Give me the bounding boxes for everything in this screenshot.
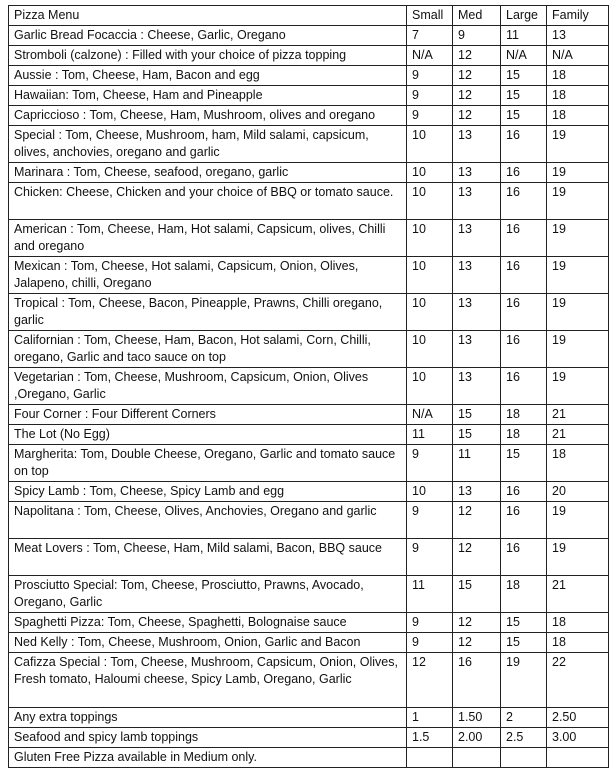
empty-cell [453, 748, 501, 768]
menu-item-row [9, 331, 609, 368]
price-small: 10 [407, 257, 453, 294]
item-name: American : Tom, Cheese, Ham, Hot salami, Capsicum, olives, Chilli and oregano [9, 220, 407, 257]
price-large: 16 [501, 368, 547, 405]
price-med: 13 [453, 163, 501, 183]
price-small: 9 [407, 613, 453, 633]
price-family: 21 [547, 425, 609, 445]
price-large: 15 [501, 613, 547, 633]
price-large: 16 [501, 294, 547, 331]
price-large: 15 [501, 633, 547, 653]
menu-item-row [9, 633, 609, 653]
price-med: 12 [453, 633, 501, 653]
header-family: Family [547, 6, 609, 26]
item-name: Mexican : Tom, Cheese, Hot salami, Capsicum, Onion, Olives, Jalapeno, chilli, Oregano [9, 257, 407, 294]
menu-item-row [9, 257, 609, 294]
menu-item-row [9, 26, 609, 46]
item-name: Chicken: Cheese, Chicken and your choice of BBQ or tomato sauce. [9, 183, 407, 220]
price-small: 7 [407, 26, 453, 46]
menu-item-row [9, 183, 609, 220]
price-small: 9 [407, 106, 453, 126]
price-large: 16 [501, 331, 547, 368]
menu-item-row [9, 502, 609, 539]
item-name: Tropical : Tom, Cheese, Bacon, Pineapple, Prawns, Chilli oregano, garlic [9, 294, 407, 331]
price-family: 19 [547, 220, 609, 257]
price-large: 2.5 [501, 728, 547, 748]
price-med: 12 [453, 66, 501, 86]
price-large: 15 [501, 86, 547, 106]
price-med: 13 [453, 257, 501, 294]
price-small: 10 [407, 294, 453, 331]
price-family: 19 [547, 294, 609, 331]
price-small: 1 [407, 708, 453, 728]
price-large: 16 [501, 539, 547, 576]
price-small: 9 [407, 539, 453, 576]
price-med: 12 [453, 46, 501, 66]
price-family: 18 [547, 613, 609, 633]
price-med: 15 [453, 405, 501, 425]
price-family: 22 [547, 653, 609, 708]
price-large: 16 [501, 163, 547, 183]
menu-item-row [9, 86, 609, 106]
empty-cell [407, 748, 453, 768]
price-family: 19 [547, 257, 609, 294]
price-small: 9 [407, 86, 453, 106]
price-med: 2.00 [453, 728, 501, 748]
menu-item-row [9, 708, 609, 728]
price-family: 19 [547, 163, 609, 183]
item-name: Garlic Bread Focaccia : Cheese, Garlic, Oregano [9, 26, 407, 46]
price-family: 3.00 [547, 728, 609, 748]
price-med: 11 [453, 445, 501, 482]
empty-cell [501, 748, 547, 768]
menu-item-row [9, 445, 609, 482]
item-name: Cafizza Special : Tom, Cheese, Mushroom, Capsicum, Onion, Olives, Fresh tomato, Haloumi cheese, Spicy Lamb, Oregano, Garlic [9, 653, 407, 708]
item-name: Special : Tom, Cheese, Mushroom, ham, Mild salami, capsicum, olives, anchovies, oregano and garlic [9, 126, 407, 163]
item-name: Seafood and spicy lamb toppings [9, 728, 407, 748]
item-name: The Lot (No Egg) [9, 425, 407, 445]
price-small: 10 [407, 183, 453, 220]
price-small: 10 [407, 163, 453, 183]
item-name: Any extra toppings [9, 708, 407, 728]
price-small: 10 [407, 482, 453, 502]
item-name: Aussie : Tom, Cheese, Ham, Bacon and egg [9, 66, 407, 86]
price-small: 10 [407, 126, 453, 163]
price-family: 20 [547, 482, 609, 502]
item-name: Capriccioso : Tom, Cheese, Ham, Mushroom, olives and oregano [9, 106, 407, 126]
price-small: 10 [407, 331, 453, 368]
price-family: N/A [547, 46, 609, 66]
price-med: 12 [453, 106, 501, 126]
gluten-free-note: Gluten Free Pizza available in Medium only. [9, 748, 407, 768]
price-family: 18 [547, 86, 609, 106]
price-med: 13 [453, 183, 501, 220]
item-name: Hawaiian: Tom, Cheese, Ham and Pineapple [9, 86, 407, 106]
price-med: 1.50 [453, 708, 501, 728]
item-name: Napolitana : Tom, Cheese, Olives, Anchovies, Oregano and garlic [9, 502, 407, 539]
price-large: 18 [501, 405, 547, 425]
price-large: 16 [501, 126, 547, 163]
price-med: 13 [453, 331, 501, 368]
price-med: 12 [453, 502, 501, 539]
price-med: 15 [453, 576, 501, 613]
header-small: Small [407, 6, 453, 26]
price-med: 13 [453, 294, 501, 331]
price-family: 13 [547, 26, 609, 46]
price-small: 11 [407, 425, 453, 445]
price-family: 19 [547, 539, 609, 576]
menu-item-row [9, 482, 609, 502]
item-name: Vegetarian : Tom, Cheese, Mushroom, Capsicum, Onion, Olives ,Oregano, Garlic [9, 368, 407, 405]
price-large: 18 [501, 425, 547, 445]
menu-item-row [9, 425, 609, 445]
price-med: 12 [453, 86, 501, 106]
price-large: 2 [501, 708, 547, 728]
price-med: 9 [453, 26, 501, 46]
price-large: 15 [501, 66, 547, 86]
price-family: 18 [547, 445, 609, 482]
price-med: 12 [453, 539, 501, 576]
price-small: N/A [407, 46, 453, 66]
price-large: 16 [501, 482, 547, 502]
price-med: 15 [453, 425, 501, 445]
price-med: 13 [453, 482, 501, 502]
price-family: 18 [547, 106, 609, 126]
price-large: 16 [501, 257, 547, 294]
price-small: 12 [407, 653, 453, 708]
price-family: 2.50 [547, 708, 609, 728]
price-small: 9 [407, 633, 453, 653]
price-family: 19 [547, 183, 609, 220]
menu-item-row [9, 66, 609, 86]
price-large: 11 [501, 26, 547, 46]
price-family: 18 [547, 66, 609, 86]
item-name: Ned Kelly : Tom, Cheese, Mushroom, Onion, Garlic and Bacon [9, 633, 407, 653]
price-large: N/A [501, 46, 547, 66]
price-large: 18 [501, 576, 547, 613]
price-large: 19 [501, 653, 547, 708]
item-name: Californian : Tom, Cheese, Ham, Bacon, Hot salami, Corn, Chilli, oregano, Garlic and taco sauce on top [9, 331, 407, 368]
item-name: Spaghetti Pizza: Tom, Cheese, Spaghetti, Bolognaise sauce [9, 613, 407, 633]
pizza-menu-table [8, 5, 609, 768]
price-small: 1.5 [407, 728, 453, 748]
price-family: 18 [547, 633, 609, 653]
price-family: 21 [547, 576, 609, 613]
menu-item-row [9, 294, 609, 331]
item-name: Spicy Lamb : Tom, Cheese, Spicy Lamb and egg [9, 482, 407, 502]
price-large: 16 [501, 220, 547, 257]
item-name: Meat Lovers : Tom, Cheese, Ham, Mild salami, Bacon, BBQ sauce [9, 539, 407, 576]
price-small: 10 [407, 220, 453, 257]
menu-item-row [9, 46, 609, 66]
price-small: 9 [407, 445, 453, 482]
price-family: 19 [547, 331, 609, 368]
menu-item-row [9, 126, 609, 163]
item-name: Four Corner : Four Different Corners [9, 405, 407, 425]
item-name: Stromboli (calzone) : Filled with your choice of pizza topping [9, 46, 407, 66]
item-name: Marinara : Tom, Cheese, seafood, oregano, garlic [9, 163, 407, 183]
menu-item-row [9, 405, 609, 425]
price-med: 13 [453, 126, 501, 163]
menu-item-row [9, 220, 609, 257]
price-family: 19 [547, 126, 609, 163]
price-family: 19 [547, 368, 609, 405]
price-small: 11 [407, 576, 453, 613]
price-large: 16 [501, 502, 547, 539]
menu-item-row [9, 163, 609, 183]
menu-item-row [9, 613, 609, 633]
header-med: Med [453, 6, 501, 26]
menu-item-row [9, 653, 609, 708]
empty-cell [547, 748, 609, 768]
price-med: 16 [453, 653, 501, 708]
header-row [9, 6, 609, 26]
footer-row [9, 748, 609, 768]
item-name: Margherita: Tom, Double Cheese, Oregano, Garlic and tomato sauce on top [9, 445, 407, 482]
price-small: N/A [407, 405, 453, 425]
price-small: 10 [407, 368, 453, 405]
price-large: 15 [501, 445, 547, 482]
price-med: 13 [453, 368, 501, 405]
price-med: 13 [453, 220, 501, 257]
menu-item-row [9, 106, 609, 126]
menu-item-row [9, 576, 609, 613]
price-small: 9 [407, 502, 453, 539]
price-family: 21 [547, 405, 609, 425]
header-large: Large [501, 6, 547, 26]
price-small: 9 [407, 66, 453, 86]
price-large: 15 [501, 106, 547, 126]
menu-title: Pizza Menu [9, 6, 407, 26]
item-name: Prosciutto Special: Tom, Cheese, Prosciutto, Prawns, Avocado, Oregano, Garlic [9, 576, 407, 613]
price-large: 16 [501, 183, 547, 220]
menu-item-row [9, 539, 609, 576]
menu-item-row [9, 368, 609, 405]
price-med: 12 [453, 613, 501, 633]
price-family: 19 [547, 502, 609, 539]
